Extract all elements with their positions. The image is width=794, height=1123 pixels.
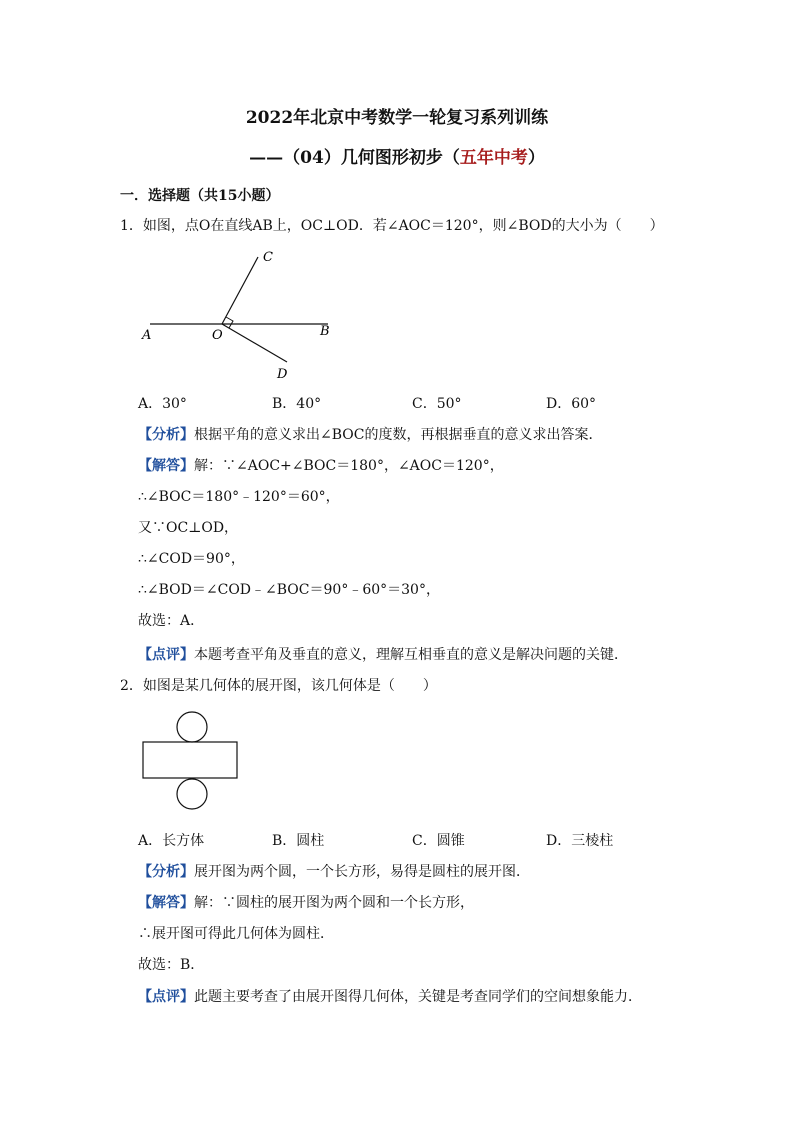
label-d: D	[277, 367, 288, 382]
comment-text: 本题考查平角及垂直的意义，理解互相垂直的意义是解决问题的关键．	[194, 647, 628, 663]
net-rectangle	[143, 742, 237, 778]
q1-answer-line-3: 又∵OC⊥OD，	[138, 520, 239, 536]
ray-od	[222, 324, 287, 362]
analysis-text: 根据平角的意义求出∠BOC的度数，再根据垂直的意义求出答案．	[194, 427, 603, 443]
q2-figure	[138, 706, 242, 812]
q1-answer-line-1	[138, 456, 504, 476]
ray-oc	[222, 257, 258, 324]
label-o: O	[212, 328, 223, 343]
q1-figure	[130, 245, 350, 385]
q2-option-d: D．三棱柱	[546, 833, 614, 849]
q1-answer-line-4: ∴∠COD＝90°，	[138, 551, 245, 567]
q2-stem: 2．如图是某几何体的展开图，该几何体是（ ）	[120, 678, 437, 694]
analysis-tag: 【分析】	[138, 427, 194, 443]
doc-title-line1: 2022年北京中考数学一轮复习系列训练	[245, 108, 549, 128]
section-header: 一．选择题（共15小题）	[120, 188, 280, 204]
comment-tag: 【点评】	[138, 647, 194, 663]
doc-title-line2	[0, 146, 794, 170]
answer-text: 解：∵圆柱的展开图为两个圆和一个长方形，	[194, 895, 474, 911]
q1-stem: 1．如图，点O在直线AB上，OC⊥OD．若∠AOC＝120°，则∠BOD的大小为（ ）	[120, 218, 664, 234]
bottom-circle	[177, 779, 207, 809]
q2-option-c: C．圆锥	[412, 833, 465, 849]
q1-option-c: C．50°	[412, 396, 462, 412]
label-c: C	[263, 250, 273, 265]
q2-answer-line-1	[138, 893, 474, 913]
q2-answer-line-2: ∴展开图可得此几何体为圆柱．	[138, 926, 334, 942]
q1-answer-line-6: 故选：A．	[138, 613, 205, 629]
title-prefix: ——（04）几何图形初步（	[249, 148, 460, 168]
q1-answer-line-5: ∴∠BOD＝∠COD﹣∠BOC＝90°﹣60°＝30°，	[138, 582, 440, 598]
title-highlight: 五年中考	[459, 148, 528, 168]
q1-answer-line-2: ∴∠BOC＝180°﹣120°＝60°，	[138, 489, 340, 505]
analysis-text: 展开图为两个圆，一个长方形，易得是圆柱的展开图．	[194, 864, 530, 880]
title-suffix: ）	[527, 148, 545, 168]
q2-option-a: A．长方体	[138, 833, 205, 849]
label-b: B	[320, 324, 330, 339]
q1-comment	[138, 645, 628, 665]
q1-option-d: D．60°	[546, 396, 597, 412]
analysis-tag: 【分析】	[138, 864, 194, 880]
comment-tag: 【点评】	[138, 989, 194, 1005]
q1-option-b: B．40°	[272, 396, 322, 412]
q2-option-b: B．圆柱	[272, 833, 325, 849]
comment-text: 此题主要考查了由展开图得几何体，关键是考查同学们的空间想象能力．	[194, 989, 642, 1005]
q2-comment	[138, 987, 642, 1007]
answer-tag: 【解答】	[138, 895, 194, 911]
q1-analysis	[138, 425, 602, 445]
q1-option-a: A．30°	[138, 396, 187, 412]
top-circle	[177, 712, 207, 742]
q2-analysis	[138, 862, 530, 882]
answer-tag: 【解答】	[138, 458, 194, 474]
label-a: A	[142, 328, 152, 343]
q2-answer-line-3: 故选：B．	[138, 957, 205, 973]
answer-text: 解：∵∠AOC+∠BOC＝180°，∠AOC＝120°，	[194, 458, 504, 474]
